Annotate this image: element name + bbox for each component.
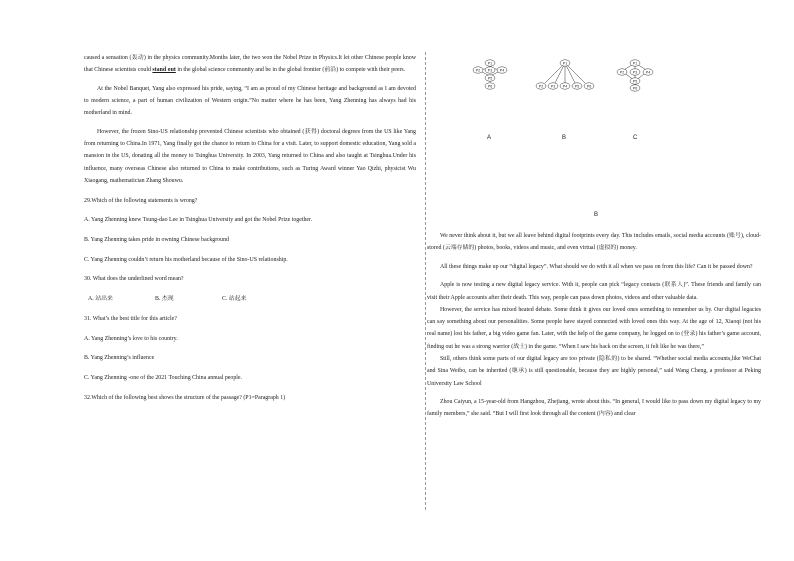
node-label: P3 — [550, 84, 556, 89]
q31-option-c: C. Yang Zhenning -one of the 2021 Touching China annual people. — [84, 374, 243, 381]
left-column — [84, 52, 416, 404]
question-32: 32.Which of the following best shows the structure of the passage? (P1=Paragraph 1) — [84, 394, 286, 401]
passage-b-paragraph-6: Zhou Caiyun, a 15-year-old from Hangzhou, Zhejiang, wrote about this. “In general, I would like to pass down my digital legacy to my family members,” she said. “But I will first look through all the content (内容) and clear — [427, 399, 761, 418]
node-label: P1 — [562, 61, 568, 66]
node-label: P1 — [487, 61, 493, 66]
structure-diagram-svg — [462, 55, 682, 100]
diagram-label-c: C — [633, 135, 638, 141]
node-label: P6 — [487, 84, 493, 89]
passage-b-paragraph-5: Still, others think some parts of our digital legacy are too private (隐私的) to be shared. “Whether social media accounts,like WeChat and Sina Weibo, can be inherited (继承) is still questionable, because they are highly personal,” said Wang Cheng, a professor at Peking University Law School — [427, 356, 761, 387]
node-label: P1 — [632, 61, 638, 66]
right-column — [427, 230, 761, 421]
question-30: 30. What does the underlined word mean? — [84, 276, 184, 283]
passage-b-paragraph-1: We never think about it, but we all leave behind digital footprints every day. This includes emails, social media accounts (账号), cloud-stored (云端存储的) photos, books, videos and music, and even virtual (虚拟的) money. — [427, 233, 761, 252]
node-label: P3 — [632, 70, 638, 75]
passage-paragraph-1: caused a sensation (轰动) in the physics community.Months later, the two won the Nobel Prize in Physics.It let other Chinese people know that Chinese scientists could stand out in the global science community and be in the global frontier (前沿) to compete with their peers. — [84, 55, 416, 74]
q30-option-a: A. 站出来 — [88, 296, 113, 303]
node-label: P6 — [586, 84, 592, 89]
node-label: P4 — [562, 84, 568, 89]
question-29: 29.Which of the following statements is wrong? — [84, 197, 198, 204]
q31-option-b: B. Yang Zhenning’s influence — [84, 355, 155, 362]
underlined-phrase: stand out — [152, 67, 176, 74]
q30-option-c: C. 站起来 — [222, 296, 247, 303]
passage-b-paragraph-3: Apple is now testing a new digital legacy service. With it, people can pick “legacy contacts (联系人)”. These friends and family can visit their Apple accounts after their death. This way, people can pass down photos, videos and other valuable data. — [427, 282, 761, 301]
passage-b-paragraph-4: However, the service has mixed heated debate. Some think it gives our loved ones something to remember us by. Our digital legacies can say something about our personalities. Some people have stayed connected with loved ones this way. At the age of 12, Xiaoqi (not his real name) lost his father, a big video game fan. Later, with the help of the game company, he logged on to (登录) his father’s game account, finding out he was a strong warrior (战士) in the game. “When I saw his back on the screen, it felt like he was there,” — [427, 306, 761, 350]
diagram-label-a: A — [487, 135, 492, 141]
node-label: P5 — [487, 76, 493, 81]
passage-paragraph-3: However, the frozen Sino-US relationship prevented Chinese scientists who obtained (获得) doctoral degrees from the US like Yang from returning to China.In 1971, Yang finally got the chance to return to China for a visit. Later, to support domestic education, Yang sold a mansion in the US, donating all the money to Tsinghua University. In 2003, Yang returned to China and also taught at Tsinghua.Under his influence, many overseas Chinese also returned to China to make contributions, such as Turing Award winner Yao Qizhi, physicist Wu Xiaogang, mathematician Zhang Shouwu. — [84, 128, 416, 185]
question-31: 31. What’s the best title for this article? — [84, 315, 177, 322]
answer-marker: B — [594, 212, 599, 218]
node-label: P5 — [632, 79, 638, 84]
column-divider — [425, 52, 426, 510]
node-label: P2 — [619, 70, 625, 75]
q30-options — [88, 293, 416, 305]
node-label: P3 — [487, 68, 493, 73]
passage-b-paragraph-2: All these things make up our “digital legacy”. What should we do with it all when we pass on from this life? Can it be passed down? — [440, 263, 753, 270]
q29-option-c: C. Yang Zhenning couldn’t return his motherland because of the Sino-US relationship. — [84, 256, 288, 263]
diagram-label-b: B — [562, 135, 567, 141]
q30-option-b: B. 杰现 — [155, 296, 174, 303]
passage-paragraph-2: At the Nobel Banquet, Yang also expressed his pride, saying, “I am as proud of my Chinese heritage and background as I am devoted to modern science, a part of human civilization of Western origin.”No matter where he has been, Yang Zhenning has always had his motherland in mind. — [84, 85, 416, 117]
node-label: P4 — [499, 68, 505, 73]
node-label: P2 — [475, 68, 481, 73]
structure-diagrams — [462, 55, 682, 150]
node-label: P5 — [574, 84, 580, 89]
q29-option-b: B. Yang Zhenning takes pride in owning Chinese background — [84, 237, 229, 244]
node-label: P4 — [645, 70, 651, 75]
q31-option-a: A. Yang Zhenning’s love to his country. — [84, 335, 178, 342]
q29-option-a: A. Yang Zhenning knew Tsung-dao Lee in Tsinghua University and got the Nobel Prize together. — [84, 217, 313, 224]
node-label: P6 — [632, 86, 638, 91]
node-label: P2 — [538, 84, 544, 89]
